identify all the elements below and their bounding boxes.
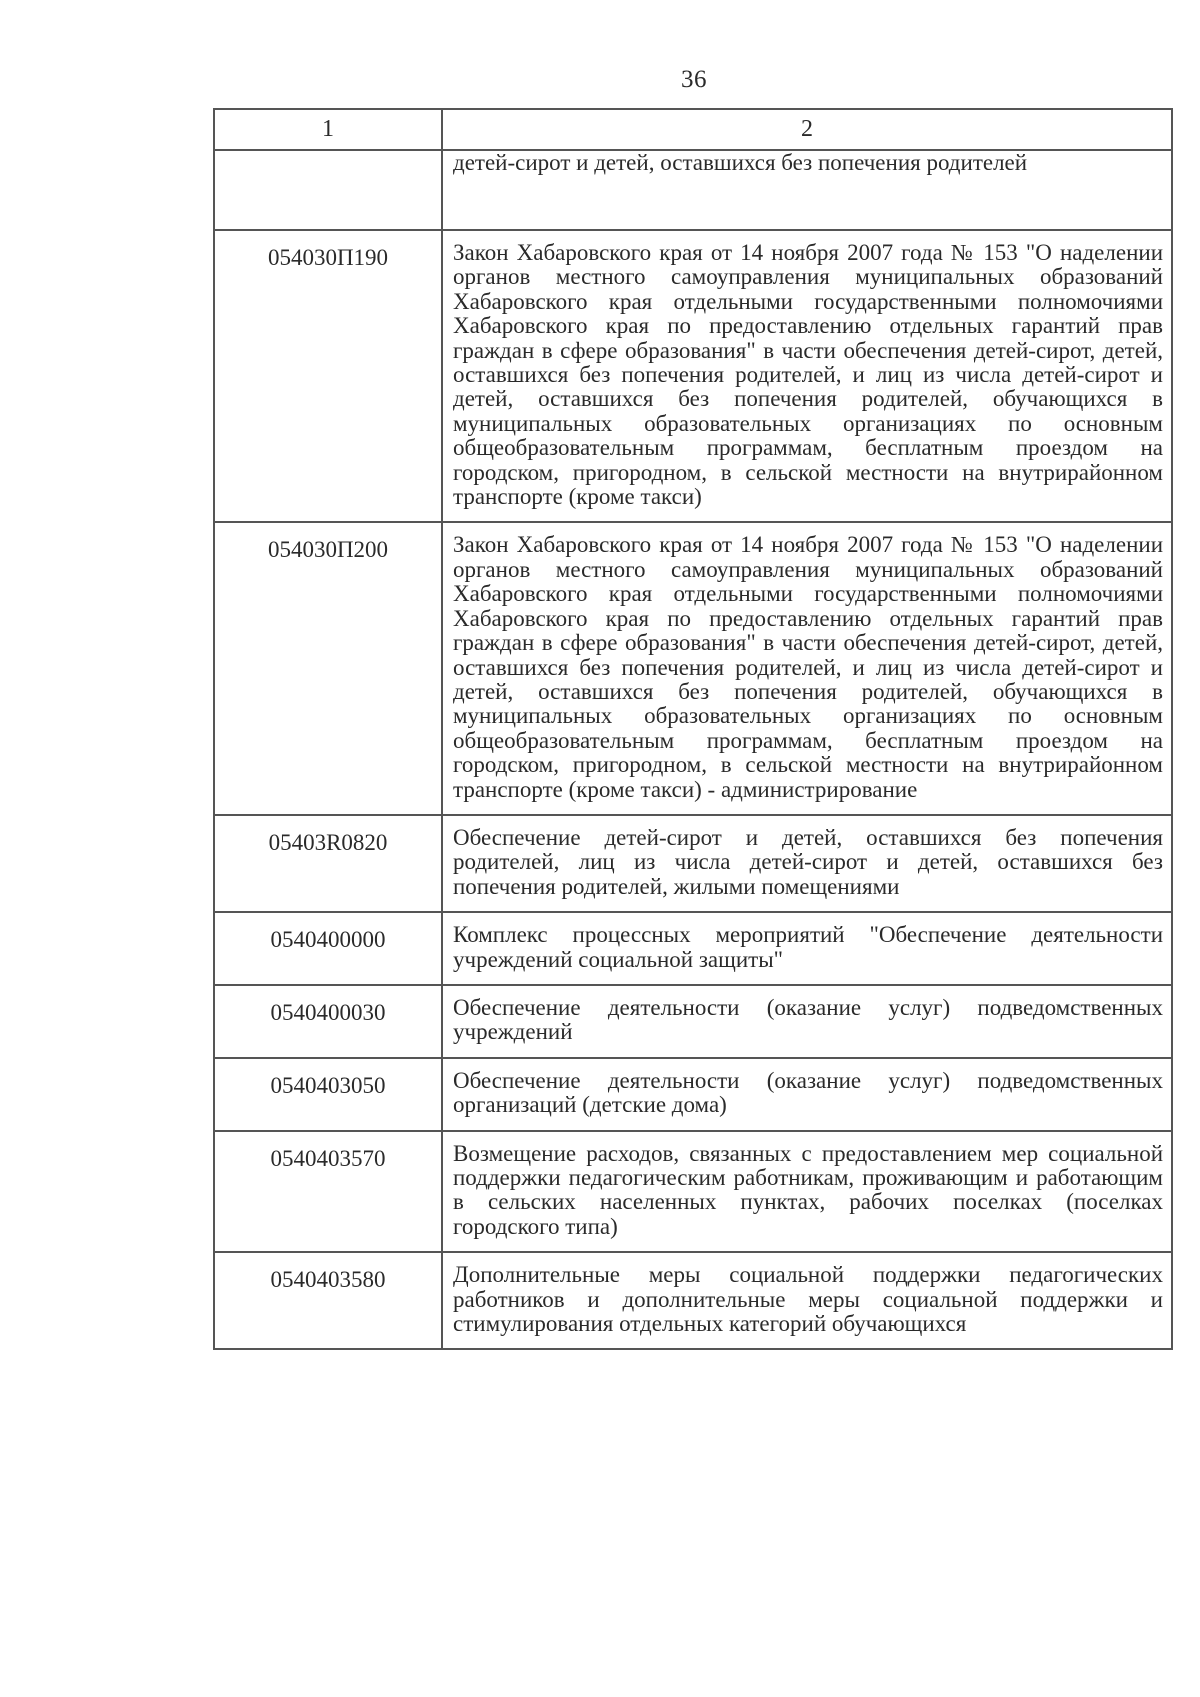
row-code: 0540403580 [214, 1252, 442, 1349]
row-description: Закон Хабаровского края от 14 ноября 2007 года № 153 "О наделении органов местного самоуправления муниципальных образований Хабаровского края отдельными государственными полномочиями Хабаровского края по предоставлению отдельных гарантий прав граждан в сфере образования" в части обеспечения детей-сирот, детей, оставшихся без попечения родителей, и лиц из числа детей-сирот и детей, оставшихся без попечения родителей, обучающихся в муниципальных образовательных организациях по основным общеобразовательным программам, бесплатным проездом на городском, пригородном, в сельской местности на внутрирайонном транспорте (кроме такси) - администрирование [442, 522, 1172, 814]
row-description: Закон Хабаровского края от 14 ноября 2007 года № 153 "О наделении органов местного самоуправления муниципальных образований Хабаровского края отдельными государственными полномочиями Хабаровского края по предоставлению отдельных гарантий прав граждан в сфере образования" в части обеспечения детей-сирот, детей, оставшихся без попечения родителей, и лиц из числа детей-сирот и детей, оставшихся без попечения родителей, обучающихся в муниципальных образовательных организациях по основным общеобразовательным программам, бесплатным проездом на городском, пригородном, в сельской местности на внутрирайонном транспорте (кроме такси) [442, 230, 1172, 522]
table-row [214, 985, 1172, 1058]
page-number: 36 [681, 66, 707, 93]
row-code [214, 150, 442, 230]
column-header-code: 1 [214, 109, 442, 150]
row-description: Комплекс процессных мероприятий "Обеспечение деятельности учреждений социальной защиты" [442, 912, 1172, 985]
row-description: Возмещение расходов, связанных с предоставлением мер социальной поддержки педагогическим работникам, проживающим и работающим в сельских населенных пунктах, рабочих поселках (поселках городского типа) [442, 1131, 1172, 1253]
row-description: Дополнительные меры социальной поддержки педагогических работников и дополнительные меры социальной поддержки и стимулирования отдельных категорий обучающихся [442, 1252, 1172, 1349]
budget-classification-table [213, 108, 1173, 1350]
row-description: Обеспечение детей-сирот и детей, оставшихся без попечения родителей, лиц из числа детей-сирот и детей, оставшихся без попечения родителей, жилыми помещениями [442, 815, 1172, 912]
table-row [214, 150, 1172, 230]
table-row [214, 815, 1172, 912]
row-code: 0540400030 [214, 985, 442, 1058]
column-header-description: 2 [442, 109, 1172, 150]
row-code: 054030П190 [214, 230, 442, 522]
row-code: 05403R0820 [214, 815, 442, 912]
row-code: 0540403570 [214, 1131, 442, 1253]
table-row [214, 230, 1172, 522]
table-header-row [214, 109, 1172, 150]
row-code: 0540403050 [214, 1058, 442, 1131]
table-row [214, 1058, 1172, 1131]
table-row [214, 1131, 1172, 1253]
table-row [214, 912, 1172, 985]
row-description: детей-сирот и детей, оставшихся без попечения родителей [442, 150, 1172, 230]
row-code: 0540400000 [214, 912, 442, 985]
row-code: 054030П200 [214, 522, 442, 814]
row-description: Обеспечение деятельности (оказание услуг) подведомственных учреждений [442, 985, 1172, 1058]
row-description: Обеспечение деятельности (оказание услуг) подведомственных организаций (детские дома) [442, 1058, 1172, 1131]
table-row [214, 1252, 1172, 1349]
table-row [214, 522, 1172, 814]
